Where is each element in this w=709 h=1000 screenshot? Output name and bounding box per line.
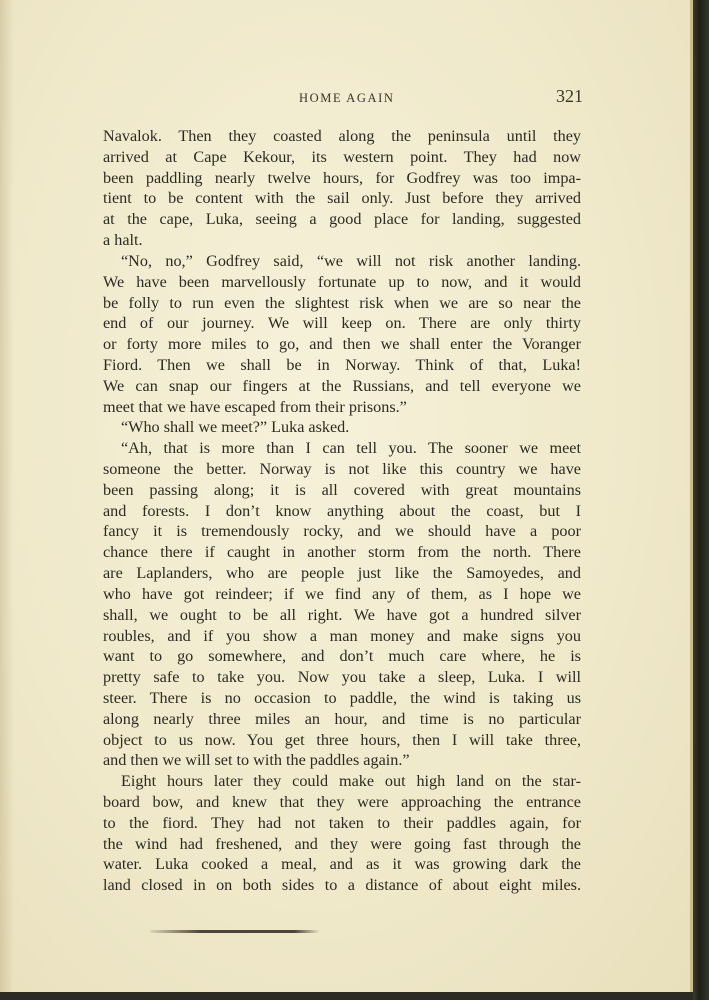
text-line: Navalok. Then they coasted along the peninsula until they [103, 127, 581, 145]
text-line: board bow, and knew that they were approaching the entrance [103, 793, 581, 811]
text-line: pretty safe to take you. Now you take a sleep, Luka. I will [103, 668, 581, 687]
text-line: “Ah, that is more than I can tell you. The sooner we meet [121, 439, 581, 458]
running-title: HOME AGAIN [299, 91, 395, 105]
text-line: be folly to run even the slightest risk when we are so near the [103, 293, 581, 312]
text-line: chance there if caught in another storm from the north. There [103, 543, 581, 562]
text-line: the wind had freshened, and they were going fast through the [103, 834, 581, 853]
text-line: arrived at Cape Kekour, its western point. They had now [103, 147, 581, 166]
text-line: steer. There is no occasion to paddle, the wind is taking us [103, 688, 581, 707]
text-line: who have got reindeer; if we find any of them, as I hope we [103, 584, 581, 603]
text-line: or forty more miles to go, and then we shall enter the Voranger [103, 335, 581, 354]
text-line: someone the better. Norway is not like this country we have [103, 460, 581, 478]
text-line: are Laplanders, who are people just like the Samoyedes, and [103, 564, 581, 583]
text-line: fancy it is tremendously rocky, and we should have a poor [103, 522, 581, 541]
text-line: tient to be content with the sail only. Just before they arrived [103, 189, 581, 208]
text-line: at the cape, Luka, seeing a good place for landing, suggested [103, 210, 581, 229]
text-line: “No, no,” Godfrey said, “we will not risk another landing. [121, 251, 581, 270]
running-head [103, 88, 583, 112]
text-line: Eight hours later they could make out high land on the star- [121, 772, 581, 791]
text-line: along nearly three miles an hour, and time is no particular [103, 709, 581, 728]
text-line: We have been marvellously fortunate up to now, and it would [103, 272, 581, 291]
text-line: “Who shall we meet?” Luka asked. [121, 418, 350, 437]
text-line: a halt. [103, 231, 143, 250]
text-line: and then we will set to with the paddles again.” [103, 751, 410, 770]
text-line: been passing along; it is all covered with great mountains [103, 480, 581, 499]
text-line: shall, we ought to be all right. We have got a hundred silver [103, 605, 581, 624]
book-spine [693, 0, 709, 1000]
text-line: and forests. I don’t know anything about the coast, but I [103, 501, 581, 520]
text-line: to the fiord. They had not taken to their paddles again, for [103, 813, 581, 832]
text-line: land closed in on both sides to a distance of about eight miles. [103, 876, 581, 895]
text-line: Fiord. Then we shall be in Norway. Think of that, Luka! [103, 355, 581, 374]
text-line: meet that we have escaped from their prisons.” [103, 397, 407, 416]
text-line: water. Luka cooked a meal, and as it was growing dark the [103, 855, 581, 874]
page-number: 321 [556, 86, 583, 106]
footer-rule [150, 930, 320, 933]
body-text [103, 126, 581, 896]
text-line: We can snap our fingers at the Russians, and tell everyone we [103, 376, 581, 395]
text-line: object to us now. You get three hours, then I will take three, [103, 730, 581, 749]
text-line: roubles, and if you show a man money and make signs you [103, 626, 581, 645]
text-line: been paddling nearly twelve hours, for Godfrey was too impa- [103, 168, 581, 187]
text-line: end of our journey. We will keep on. There are only thirty [103, 314, 581, 333]
text-line: want to go somewhere, and don’t much care where, he is [103, 647, 581, 666]
gutter-shadow [0, 0, 14, 992]
